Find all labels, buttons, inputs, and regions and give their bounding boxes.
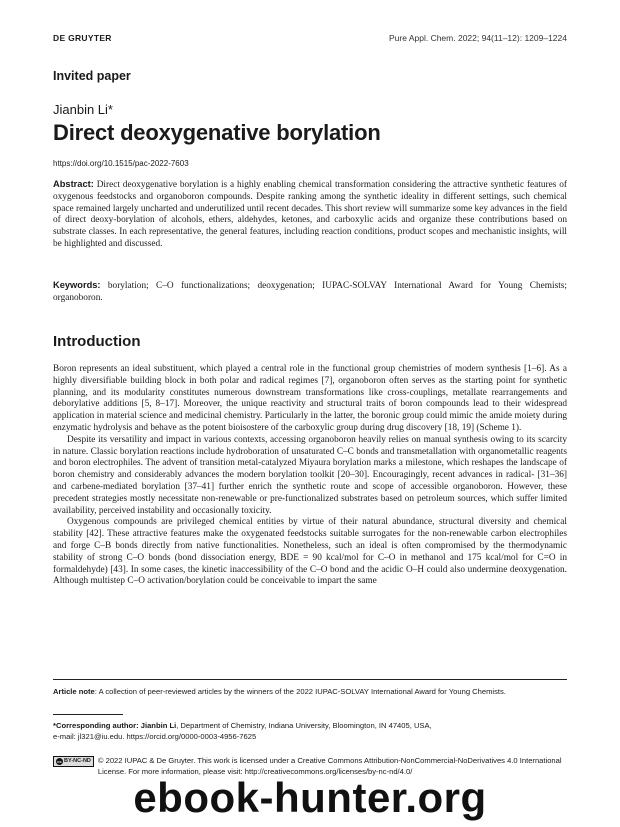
cc-circle-icon: cc [57, 758, 62, 764]
section-heading-introduction: Introduction [53, 333, 141, 350]
paragraph: Despite its versatility and impact in various contexts, accessing organoboron heavily relies on manual synthesis owing to its scarcity in nature. Classic borylation reactions include hydroboration of unsaturated C–C bonds and transmetallation with organometallic reagents and boron electrophiles. The advent of transition metal-catalyzed Miyaura borylation marks a milestone, which reshapes the landscape of boron chemistry and considerably advances the modern borylation toolkit [20–30]. Encouragingly, recent advances in radical- [31–36] and carbene-mediated borylation [37–41] further enrich the synthetic route and scope of accessible organoboron. However, these precedent strategies mostly necessitate non-renewable or pre-functionalized substrates based on petroleum sources, which suffer limited availability, perceived instability and occasionally toxicity. [53, 434, 567, 516]
keywords-label: Keywords: [53, 280, 101, 290]
keywords-text: borylation; C–O functionalizations; deoxygenation; IUPAC-SOLVAY International Award for Young Chemists; organoboron. [53, 281, 567, 303]
author-name: Jianbin Li* [53, 102, 113, 117]
corresponding-affiliation: , Department of Chemistry, Indiana University, Bloomington, IN 47405, USA, [176, 721, 432, 730]
corresponding-label: *Corresponding author: Jianbin Li [53, 721, 177, 730]
article-note-text: : A collection of peer-reviewed articles by the winners of the 2022 IUPAC-SOLVAY International Award for Young Chemists. [94, 687, 506, 696]
short-divider [53, 714, 123, 715]
publisher-name: DE GRUYTER [53, 33, 112, 43]
watermark: ebook-hunter.org [133, 774, 487, 821]
abstract-text: Direct deoxygenative borylation is a highly enabling chemical transformation considering the attractive synthetic features of oxygenous feedstocks and organoboron compounds. Despite ranking among the synthetic ideality in different settings, such chemical space remained largely uncharted and underutilized until recent decades. This short review will summarize some key advances in the field of direct deoxy-borylation of alcohols, ethers, aldehydes, ketones, and carboxylic acids and organize these contributions based on substrate classes. In each representative, the general features, including reaction conditions, product scopes and mechanistic insights, will be highlighted and discussed. [53, 180, 567, 249]
footnote-divider [53, 679, 567, 680]
running-header [53, 33, 567, 43]
article-note-label: Article note [53, 687, 95, 696]
cc-badge-text: BY-NC-ND [64, 757, 91, 764]
paragraph: Oxygenous compounds are privileged chemical entities by virtue of their natural abundance, structural diversity and chemical stability [42]. These attractive features make the oxygenated feedstocks suitable surrogates for the non-renewable carbon electrophiles and forge C–B bonds directly from native functionalities. Nonetheless, such an ideal is often compromised by the thermodynamic stability of strong C–O bonds (bond dissociation energy, BDE = 90 kcal/mol for C–O in methanol and 175 kcal/mol for C=O in formaldehyde) [43]. In some cases, the kinetic inaccessibility of the C–O bond and the acidic O–H could also undermine deoxygenation. Although multistep C–O activation/borylation could be conceivable to impart the same [53, 517, 567, 587]
license-text: © 2022 IUPAC & De Gruyter. This work is licensed under a Creative Commons Attribution-NonCommercial-NoDerivatives 4.0 International License. For more information, please visit: http://creativecommons.org/licenses/by-nc-nd/4.0/ [97, 756, 562, 776]
paper-type-label: Invited paper [53, 69, 131, 83]
article-note [53, 686, 567, 697]
corresponding-author [53, 720, 567, 742]
paper-title: Direct deoxygenative borylation [53, 120, 381, 145]
abstract [53, 179, 567, 251]
paragraph: Boron represents an ideal substituent, which played a central role in the functional group chemistries of modern synthesis [1–6]. As a highly diversifiable building block in both polar and radical regimes [7], organoboron often serves as the starting point for synthetic planning, and its modularity constitutes numerous downstream transformations like cross-couplings, metallate rearrangements and deborylative additions [5, 8–17]. Moreover, the unique reactivity and structural traits of boron compounds lead to their widespread application in material science and medicinal chemistry. Particularly in the latter, the boronic group could mimic the amide moiety during enzymatic hydrolysis and behave as the potent bioisostere of the carboxylic group during drug discovery [18, 19] (Scheme 1). [53, 364, 567, 433]
doi-link[interactable]: https://doi.org/10.1515/pac-2022-7603 [53, 159, 189, 168]
cc-license-icon[interactable] [53, 756, 94, 767]
keywords [53, 280, 567, 305]
abstract-label: Abstract: [53, 179, 94, 189]
journal-reference: Pure Appl. Chem. 2022; 94(11–12): 1209–1224 [388, 33, 567, 43]
introduction-body [53, 364, 567, 588]
corresponding-contact[interactable]: e-mail: jl321@iu.edu. https://orcid.org/0000-0003-4956-7625 [53, 732, 257, 741]
